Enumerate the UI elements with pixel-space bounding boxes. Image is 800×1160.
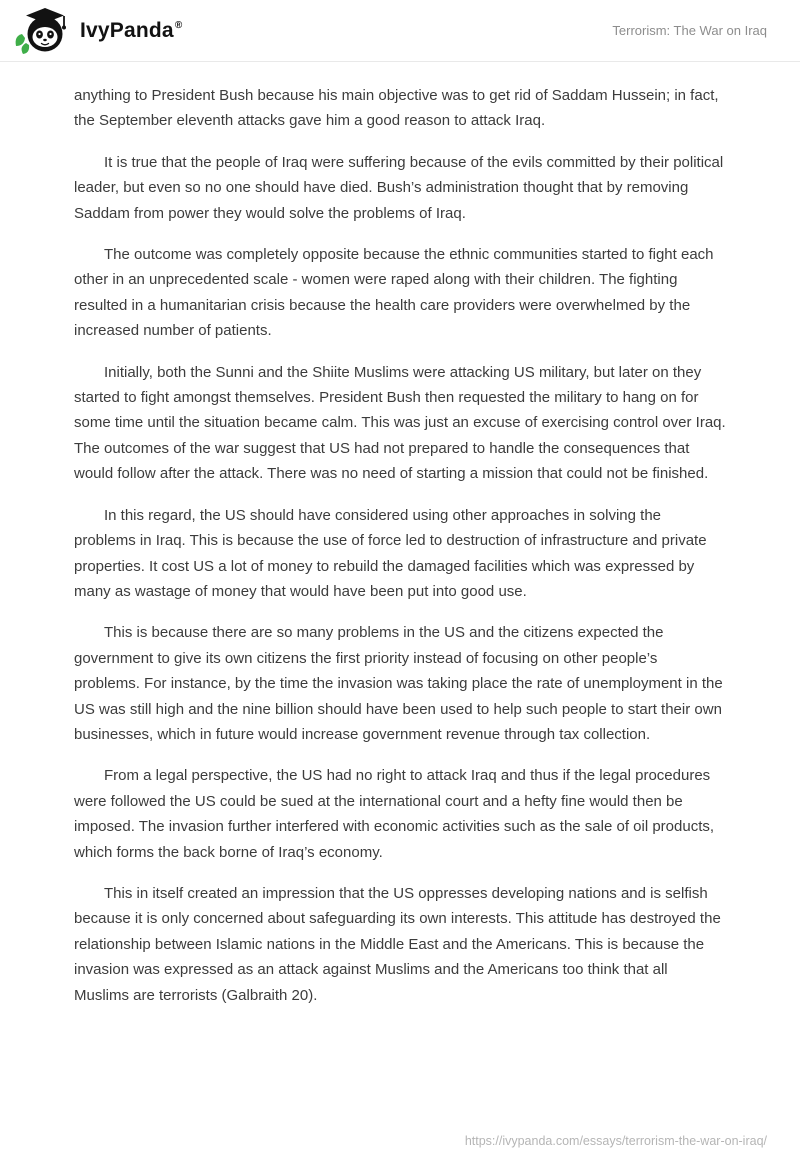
essay-body bbox=[0, 62, 800, 1008]
essay-paragraph: This is because there are so many problems in the US and the citizens expected the government to give its own citizens the first priority instead of focusing on other people’s problems. For instance, by the time the invasion was taking place the rate of unemployment in the US was still high and the nine billion should have been used to help such people to start their own businesses, which in future would increase government revenue through tax collection. bbox=[74, 624, 723, 743]
essay-paragraph: From a legal perspective, the US had no right to attack Iraq and thus if the legal procedures were followed the US could be sued at the international court and a hefty fine would then be imposed. The invasion further interfered with economic activities such as the sale of oil products, which forms the back borne of Iraq’s economy. bbox=[74, 767, 715, 861]
essay-paragraph: This in itself created an impression that the US oppresses developing nations and is selfish because it is only concerned about safeguarding its own interests. This attitude has destroyed the relationship between Islamic nations in the Middle East and the Americans. This is because the invasion was expressed as an attack against Muslims and the Americans too think that all Muslims are terrorists (Galbraith 20). bbox=[74, 884, 721, 1004]
ivypanda-logo-icon bbox=[14, 7, 68, 55]
page-header bbox=[0, 0, 800, 62]
essay-paragraph: anything to President Bush because his main objective was to get rid of Saddam Hussein; in fact, the September eleventh attacks gave him a good reason to attack Iraq. bbox=[74, 87, 719, 130]
brand bbox=[14, 7, 182, 55]
document-title: Terrorism: The War on Iraq bbox=[612, 23, 767, 38]
essay-paragraph: Initially, both the Sunni and the Shiite Muslims were attacking US military, but later on they started to fight amongst themselves. President Bush then requested the military to hang on for some time until the situation became calm. This was just an excuse of exercising control over Iraq. The outcomes of the war suggest that US had not prepared to handle the consequences that would follow after the attack. There was no need of starting a mission that could not be finished. bbox=[74, 363, 726, 483]
essay-paragraph: The outcome was completely opposite because the ethnic communities started to fight each other in an unprecedented scale - women were raped along with their children. The fighting resulted in a humanitarian crisis because the health care providers were overwhelmed by the increased number of patients. bbox=[74, 246, 714, 340]
brand-name: IvyPanda® bbox=[80, 18, 183, 42]
essay-paragraph: It is true that the people of Iraq were suffering because of the evils committed by their political leader, but even so no one should have died. Bush’s administration thought that by removing Saddam from power they would solve the problems of Iraq. bbox=[74, 153, 724, 222]
registered-mark: ® bbox=[174, 19, 183, 31]
source-url: https://ivypanda.com/essays/terrorism-the-war-on-iraq/ bbox=[464, 1134, 767, 1148]
essay-paragraph: In this regard, the US should have considered using other approaches in solving the problems in Iraq. This is because the use of force led to destruction of infrastructure and private properties. It cost US a lot of money to rebuild the damaged facilities which was expressed by many as wastage of money that would have been put into good use. bbox=[74, 506, 707, 600]
